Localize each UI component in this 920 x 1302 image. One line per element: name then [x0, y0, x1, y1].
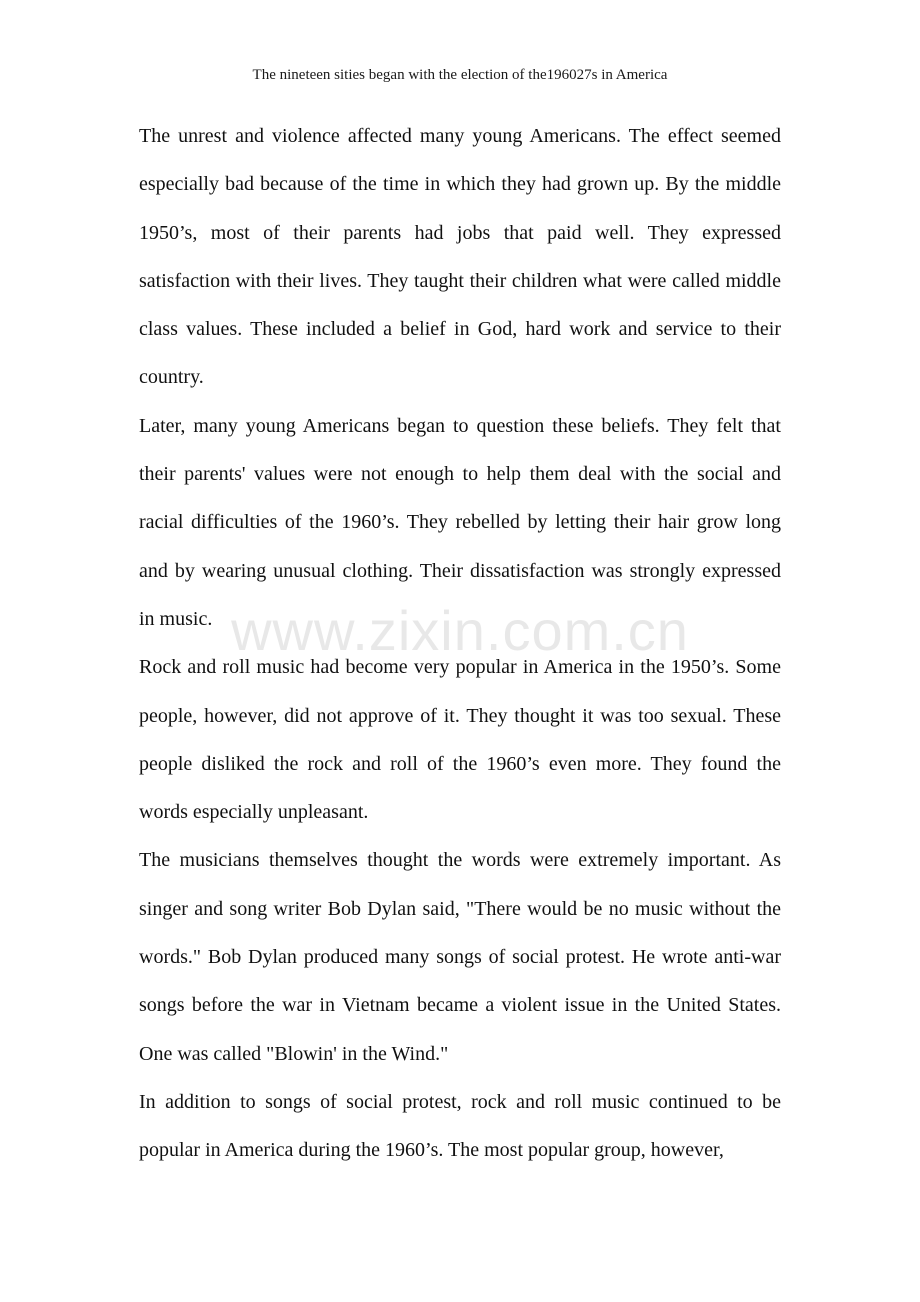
paragraph: Later, many young Americans began to question these beliefs. They felt that their parents' values were not enough to help them deal with the social and racial difficulties of the 1960’s. They rebelled by letting their hair grow long and by wearing unusual clothing. Their dissatisfaction was strongly expressed in music.	[139, 414, 781, 630]
paragraph: In addition to songs of social protest, rock and roll music continued to be popular in America during the 1960’s. The most popular group, however,	[139, 1090, 781, 1162]
paragraph: The musicians themselves thought the words were extremely important. As singer and song writer Bob Dylan said, "There would be no music without the words." Bob Dylan produced many songs of social protest. He wrote anti-war songs before the war in Vietnam became a violent issue in the United States. One was called "Blowin' in the Wind."	[139, 849, 781, 1065]
page-header: The nineteen sities began with the election of the196027s in America	[252, 67, 668, 83]
paragraph: The unrest and violence affected many young Americans. The effect seemed especially bad because of the time in which they had grown up. By the middle 1950’s, most of their parents had jobs that paid well. They expressed satisfaction with their lives. They taught their children what were called middle class values. These included a belief in God, hard work and service to their country.	[139, 125, 781, 389]
paragraph: Rock and roll music had become very popular in America in the 1950’s. Some people, however, did not approve of it. They thought it was too sexual. These people disliked the rock and roll of the 1960’s even more. They found the words especially unpleasant.	[139, 656, 781, 824]
document-body	[139, 112, 781, 1175]
watermark: www.zixin.com.cn	[231, 599, 689, 662]
